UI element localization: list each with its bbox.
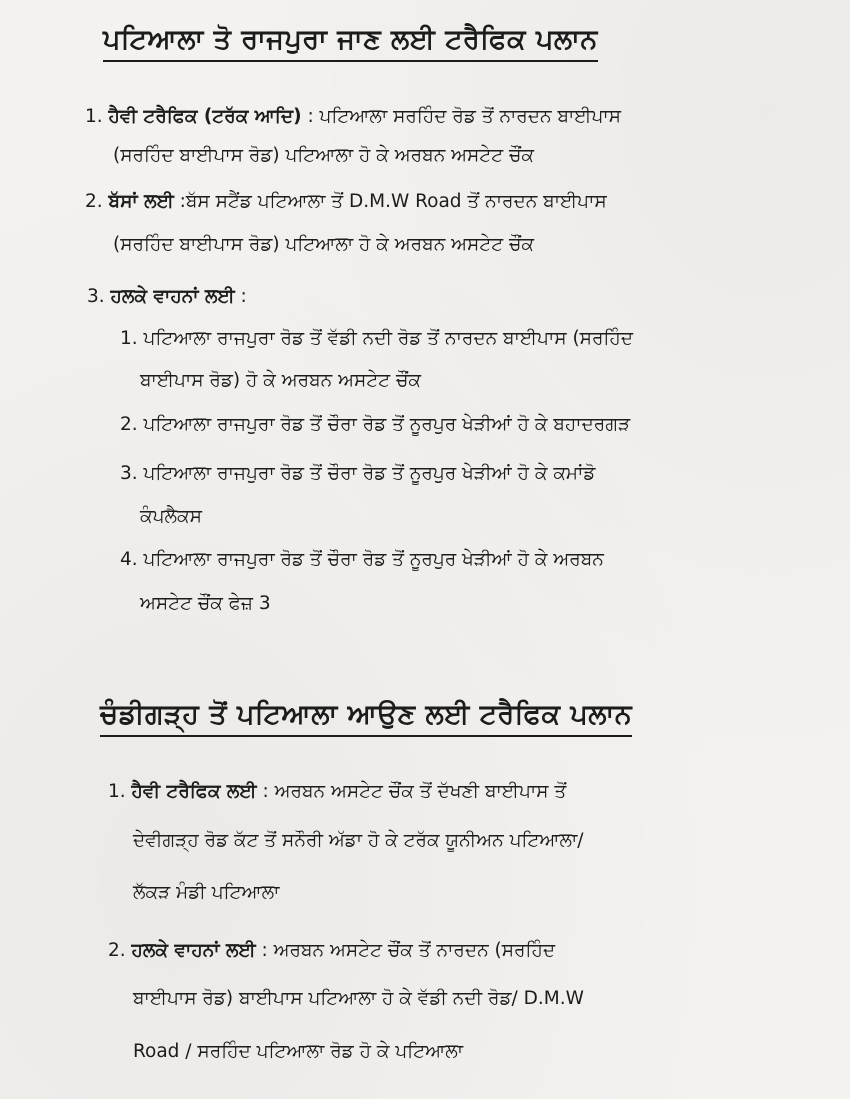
s1-item2-line1 (85, 188, 607, 216)
s2-item2-line2: ਬਾਈਪਾਸ ਰੋਡ) ਬਾਈਪਾਸ ਪਟਿਆਲਾ ਹੋ ਕੇ ਵੱਡੀ ਨਦੀ ਰੋਡ/ D.M.W (133, 988, 584, 1009)
s1-sub3-num: 3. (120, 463, 138, 484)
s1-sub3-line1 (120, 460, 595, 488)
s1-sub4-line1 (120, 546, 604, 574)
s1-item2-label: ਬੱਸਾਂ ਲਈ (108, 191, 174, 212)
s1-item1-line2: (ਸਰਹਿੰਦ ਬਾਈਪਾਸ ਰੋਡ) ਪਟਿਆਲਾ ਹੋ ਕੇ ਅਰਬਨ ਅਸਟੇਟ ਚੌਂਕ (113, 145, 535, 166)
s2-item1-line1 (108, 778, 566, 806)
s1-sub2-text1: ਪਟਿਆਲਾ ਰਾਜਪੁਰਾ ਰੋਡ ਤੋਂ ਚੌਰਾ ਰੋਡ ਤੋਂ ਨੂਰਪੁਰ ਖੇੜੀਆਂ ਹੋ ਕੇ ਬਹਾਦਰਗੜ (143, 414, 631, 435)
s2-item1-label: ਹੈਵੀ ਟਰੈਫਿਕ ਲਈ (131, 781, 257, 802)
s2-item1-line2: ਦੇਵੀਗੜ੍ਹ ਰੋਡ ਕੱਟ ਤੋਂ ਸਨੌਰੀ ਅੱਡਾ ਹੋ ਕੇ ਟਰੱਕ ਯੂਨੀਅਨ ਪਟਿਆਲਾ/ (133, 830, 584, 851)
s1-sub1-num: 1. (120, 328, 138, 349)
s1-item3-text1: : (234, 286, 247, 307)
s2-item2-num: 2. (108, 940, 126, 961)
s2-item2-label: ਹਲਕੇ ਵਾਹਨਾਂ ਲਈ (131, 940, 256, 961)
s1-sub3-line2: ਕੰਪਲੈਕਸ (140, 506, 202, 527)
s1-sub3-text1: ਪਟਿਆਲਾ ਰਾਜਪੁਰਾ ਰੋਡ ਤੋਂ ਚੌਰਾ ਰੋਡ ਤੋਂ ਨੂਰਪੁਰ ਖੇੜੀਆਂ ਹੋ ਕੇ ਕਮਾਂਡੋ (143, 463, 596, 484)
s2-item1-line3: ਲੱਕੜ ਮੰਡੀ ਪਟਿਆਲਾ (133, 882, 280, 903)
s2-item2-line3: Road / ਸਰਹਿੰਦ ਪਟਿਆਲਾ ਰੋਡ ਹੋ ਕੇ ਪਟਿਆਲਾ (133, 1041, 463, 1062)
s1-sub4-line2: ਅਸਟੇਟ ਚੌਂਕ ਫੇਜ਼ 3 (140, 593, 271, 614)
s1-sub1-text1: ਪਟਿਆਲਾ ਰਾਜਪੁਰਾ ਰੋਡ ਤੋਂ ਵੱਡੀ ਨਦੀ ਰੋਡ ਤੋਂ ਨਾਰਦਨ ਬਾਈਪਾਸ (ਸਰਹਿੰਦ (143, 328, 634, 349)
s1-sub2-line1 (120, 411, 630, 439)
s1-sub2-num: 2. (120, 414, 138, 435)
s1-item1-label: ਹੈਵੀ ਟਰੈਫਿਕ (ਟਰੱਕ ਆਦਿ) (108, 106, 302, 127)
s1-item2-num: 2. (85, 191, 103, 212)
s1-item3-label: ਹਲਕੇ ਵਾਹਨਾਂ ਲਈ (110, 286, 235, 307)
s1-sub4-text1: ਪਟਿਆਲਾ ਰਾਜਪੁਰਾ ਰੋਡ ਤੋਂ ਚੌਰਾ ਰੋਡ ਤੋਂ ਨੂਰਪੁਰ ਖੇੜੀਆਂ ਹੋ ਕੇ ਅਰਬਨ (143, 549, 604, 570)
s2-item1-text1: : ਅਰਬਨ ਅਸਟੇਟ ਚੌਂਕ ਤੋਂ ਦੱਖਣੀ ਬਾਈਪਾਸ ਤੋਂ (256, 781, 567, 802)
s1-item3-line1 (87, 283, 247, 311)
s1-sub1-line2: ਬਾਈਪਾਸ ਰੋਡ) ਹੋ ਕੇ ਅਰਬਨ ਅਸਟੇਟ ਚੌਂਕ (140, 370, 422, 391)
s2-item2-text1: : ਅਰਬਨ ਅਸਟੇਟ ਚੌਂਕ ਤੋਂ ਨਾਰਦਨ (ਸਰਹਿੰਦ (255, 940, 556, 961)
s1-item2-text1: :ਬੱਸ ਸਟੈਂਡ ਪਟਿਆਲਾ ਤੋਂ D.M.W Road ਤੋਂ ਨਾਰਦਨ ਬਾਈਪਾਸ (173, 191, 607, 212)
section2-title: ਚੰਡੀਗੜ੍ਹ ਤੋਂ ਪਟਿਆਲਾ ਆਉਣ ਲਈ ਟਰੈਫਿਕ ਪਲਾਨ (100, 697, 632, 737)
s2-item2-line1 (108, 937, 555, 965)
section1-title: ਪਟਿਆਲਾ ਤੋ ਰਾਜਪੁਰਾ ਜਾਣ ਲਈ ਟਰੈਫਿਕ ਪਲਾਨ (103, 22, 598, 62)
s1-item2-line2: (ਸਰਹਿੰਦ ਬਾਈਪਾਸ ਰੋਡ) ਪਟਿਆਲਾ ਹੋ ਕੇ ਅਰਬਨ ਅਸਟੇਟ ਚੌਂਕ (113, 234, 535, 255)
s1-sub1-line1 (120, 325, 633, 353)
s1-item1-num: 1. (85, 106, 103, 127)
s2-item1-num: 1. (108, 781, 126, 802)
s1-sub4-num: 4. (120, 549, 138, 570)
s1-item3-num: 3. (87, 286, 105, 307)
s1-item1-text1: : ਪਟਿਆਲਾ ਸਰਹਿੰਦ ਰੋਡ ਤੋਂ ਨਾਰਦਨ ਬਾਈਪਾਸ (301, 106, 622, 127)
s1-item1-line1 (85, 103, 621, 131)
